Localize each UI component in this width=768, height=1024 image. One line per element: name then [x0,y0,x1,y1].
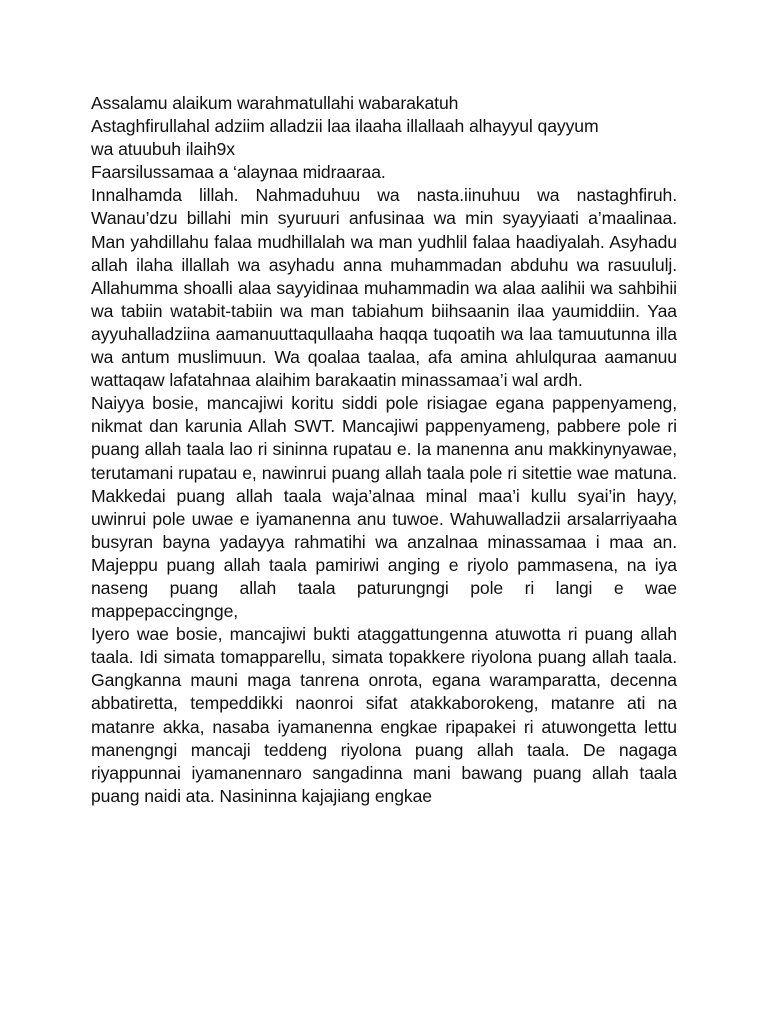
greeting-line: Assalamu alaikum warahmatullahi wabarakatuh [91,93,459,113]
opening-paragraph: Innalhamda lillah. Nahmaduhuu wa nasta.iinuhuu wa nastaghfiruh. Wanau’dzu billahi min syuruuri anfusinaa wa min syayyiaati a’maalinaa. Man yahdillahu falaa mudhillalah wa man yudhlil falaa haadiyalah. Asyhadu allah ilaha illallah wa asyhadu anna muhammadan abduhu wa rasuululj. Allahumma shoalli alaa sayyidinaa muhammadin wa alaa aalihii wa sahbihii wa tabiin watabit-tabiin wa man tabiahum biihsaanin ilaa yaumiddiin. Yaa ayyuhalladziina aamanuuttaqullaaha haqqa tuqoatih wa laa tamuutunna illa wa antum muslimuun. Wa qoalaa taalaa, afa amina ahlulquraa aamanuu wattaqaw lafatahnaa alaihim barakaatin minassamaa’i wal ardh. [91,185,677,391]
body-paragraph-2: Iyero wae bosie, mancajiwi bukti ataggattungenna atuwotta ri puang allah taala. Idi simata tomapparellu, simata topakkere riyolona puang allah taala. Gangkanna mauni maga tanrena onrota, egana waramparatta, decenna abbatiretta, tempeddikki naonroi sifat atakkaborokeng, matanre ati na matanre akka, nasaba iyamanenna engkae ripapakei ri atuwongetta lettu manengngi mancaji teddeng riyolona puang allah taala. De nagaga riyappunnai iyamanennaro sangadinna mani bawang puang allah taala puang naidi ata. Nasininna kajajiang engkae [91,624,677,806]
body-paragraph-1: Naiyya bosie, mancajiwi koritu siddi pole risiagae egana pappenyameng, nikmat dan karunia Allah SWT. Mancajiwi pappenyameng, pabbere pole ri puang allah taala lao ri sininna rupatau e. Ia manenna anu makkinynyawae, terutamani rupatau e, nawinrui puang allah taala pole ri sitettie wae matuna. Makkedai puang allah taala waja’alnaa minal maa’i kullu syai’in hayy, uwinrui pole uwae e iyamanenna anu tuwoe. Wahuwalladzii arsalarriyaaha busyran bayna yadayya rahmatihi wa anzalnaa minassamaa i maa an. Majeppu puang allah taala pamiriwi anging e riyolo pammasena, na iya naseng puang allah taala paturungngi pole ri langi e wae mappepaccingnge, [91,393,677,622]
document-page [91,92,677,808]
istighfar-line-2: wa atuubuh ilaih9x [91,139,235,160]
faarsilu-line: Faarsilussamaa a ‘alaynaa midraaraa. [91,162,386,183]
istighfar-line-1: Astaghfirullahal adziim alladzii laa ilaaha illallaah alhayyul qayyum [91,116,599,137]
